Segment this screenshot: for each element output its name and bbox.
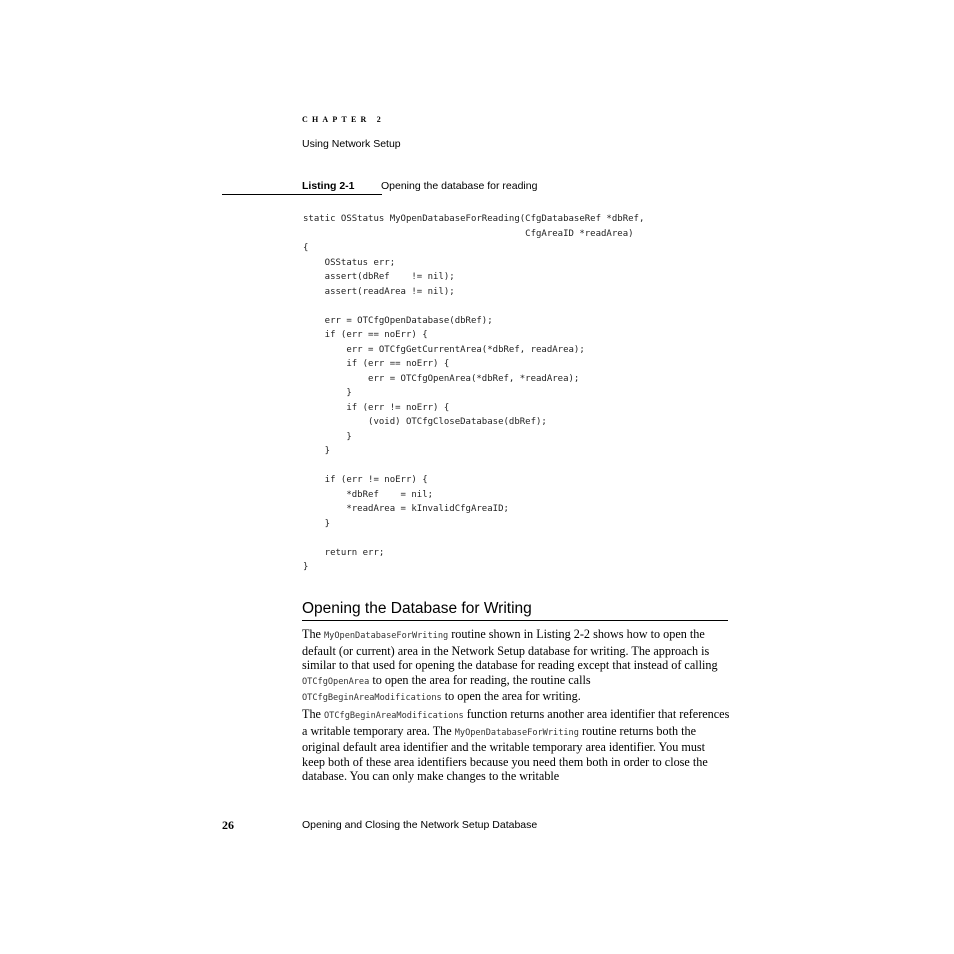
paragraph-text: routine shown in Listing 2-2 shows how to open the default (or current) area in the Network Setup database for writing. The approach is similar to that used for opening the database for reading except that instead of calling <box>302 627 718 673</box>
code-listing: static OSStatus MyOpenDatabaseForReading(CfgDatabaseRef *dbRef, CfgAreaID *readArea) { OSStatus err; assert(dbRef != nil); assert(readArea != nil); err = OTCfgOpenDatabase(dbRef); if (err == noErr) { err = OTCfgGetCurrentArea(*dbRef, readArea); if (err == noErr) { err = OTCfgOpenArea(*dbRef, *readArea); } if (err != noErr) { (void) OTCfgCloseDatabase(dbRef); } } if (err != noErr) { *dbRef = nil; *readArea = kInvalidCfgAreaID; } return err; } <box>303 214 645 572</box>
running-title: Using Network Setup <box>302 138 401 150</box>
body-paragraph-1 <box>302 627 730 706</box>
chapter-label: CHAPTER 2 <box>302 115 385 124</box>
page-number: 26 <box>222 818 234 832</box>
listing-label: Listing 2-1 <box>302 180 355 192</box>
inline-code: OTCfgBeginAreaModifications <box>302 693 442 704</box>
inline-code: MyOpenDatabaseForWriting <box>454 727 579 738</box>
inline-code: MyOpenDatabaseForWriting <box>324 631 449 641</box>
paragraph-text: The <box>302 707 324 721</box>
paragraph-text: The <box>302 627 324 641</box>
paragraph-text: routine returns both the original default area identifier and the writable temporary area identifier. You must keep both of these area identifiers because you need them both in order to close the database. You can only make changes to the writable <box>302 723 708 784</box>
body-paragraph-2 <box>302 707 730 784</box>
paragraph-text: to open the area for writing. <box>441 689 581 704</box>
section-heading: Opening the Database for Writing <box>302 600 728 621</box>
footer-title: Opening and Closing the Network Setup Database <box>302 819 538 831</box>
paragraph-text: to open the area for reading, the routine calls <box>369 672 591 687</box>
paragraph-text: function returns another area identifier that references a writable temporary area. The <box>302 707 730 738</box>
listing-title: Opening the database for reading <box>381 180 538 192</box>
inline-code: OTCfgOpenArea <box>302 676 370 687</box>
listing-rule <box>222 194 382 195</box>
inline-code: OTCfgBeginAreaModifications <box>324 711 464 721</box>
